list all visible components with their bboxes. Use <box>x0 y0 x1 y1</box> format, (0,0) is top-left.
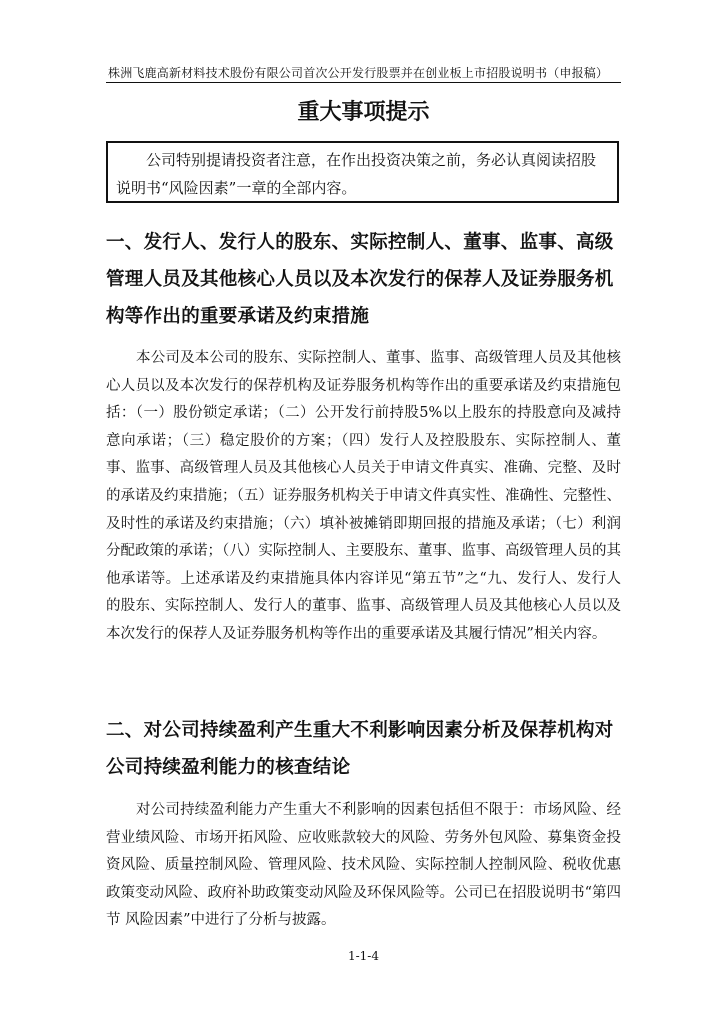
page-title: 重大事项提示 <box>297 100 430 125</box>
risk-notice-box: 公司特别提请投资者注意，在作出投资决策之前，务必认真阅读招股说明书“风险因素”一章的全部内容。 <box>106 141 619 203</box>
page-number: 1-1-4 <box>347 949 379 963</box>
section-heading-profitability: 二、对公司持续盈利产生重大不利影响因素分析及保荐机构对公司持续盈利能力的核查结论 <box>106 720 614 778</box>
header-divider <box>106 82 621 83</box>
section-body-profitability: 对公司持续盈利能力产生重大不利影响的因素包括但不限于：市场风险、经营业绩风险、市场开拓风险、应收账款较大的风险、劳务外包风险、募集资金投资风险、质量控制风险、管理风险、技术风险、实际控制人控制风险、税收优惠政策变动风险、政府补助政策变动风险及环保风险等。公司已在招股说明书“第四节 风险因素”中进行了分析与披露。 <box>106 802 621 929</box>
running-header: 株洲飞鹿高新材料技术股份有限公司首次公开发行股票并在创业板上市招股说明书（申报稿） <box>108 66 609 80</box>
section-body-commitments: 本公司及本公司的股东、实际控制人、董事、监事、高级管理人员及其他核心人员以及本次发行的保荐机构及证券服务机构等作出的重要承诺及约束措施包括：（一）股份锁定承诺；（二）公开发行前持股5%以上股东的持股意向及减持意向承诺；（三）稳定股价的方案；（四）发行人及控股股东、实际控制人、董事、监事、高级管理人员及其他核心人员关于申请文件真实、准确、完整、及时的承诺及约束措施；（五）证券服务机构关于申请文件真实性、准确性、完整性、及时性的承诺及约束措施；（六）填补被摊销即期回报的措施及承诺；（七）利润分配政策的承诺；（八）实际控制人、主要股东、董事、监事、高级管理人员的其他承诺等。上述承诺及约束措施具体内容详见“第五节”之“九、发行人、发行人的股东、实际控制人、发行人的董事、监事、高级管理人员及其他核心人员以及本次发行的保荐人及证券服务机构等作出的重要承诺及其履行情况”相关内容。 <box>106 350 621 642</box>
section-heading-commitments: 一、发行人、发行人的股东、实际控制人、董事、监事、高级管理人员及其他核心人员以及本次发行的保荐人及证券服务机构等作出的重要承诺及约束措施 <box>106 232 614 327</box>
